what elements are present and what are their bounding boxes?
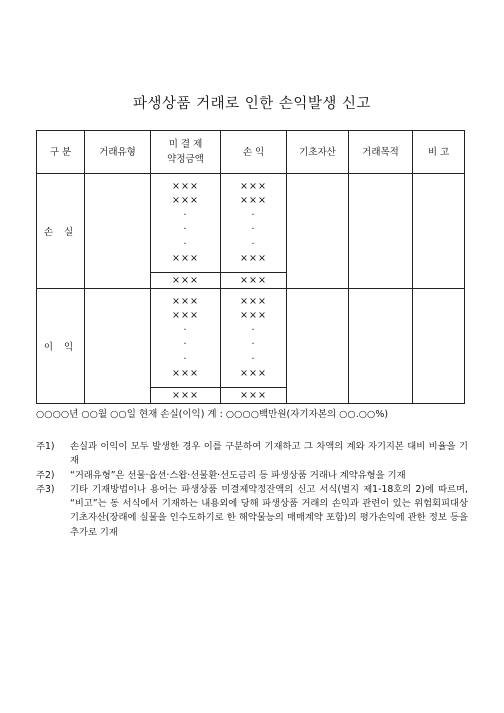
remarks-cell xyxy=(413,289,465,404)
value-mark: · xyxy=(183,324,188,336)
note-number: 주1) xyxy=(36,441,55,452)
notes-section xyxy=(36,440,468,540)
report-table xyxy=(36,130,465,404)
underlying-asset-cell xyxy=(287,174,349,289)
note-number: 주3) xyxy=(36,483,55,495)
value-stack xyxy=(151,180,220,267)
value-mark: · xyxy=(251,324,256,336)
value-mark: ××× xyxy=(240,180,267,192)
trade-purpose-cell xyxy=(349,289,413,404)
value-mark: ××× xyxy=(240,195,267,206)
value-mark: · xyxy=(251,339,256,350)
value-stack xyxy=(221,295,286,382)
value-stack xyxy=(151,295,220,382)
header-category: 구 분 xyxy=(37,131,85,174)
note-text: 손실과 이익이 모두 발생한 경우 이를 구분하여 기재하고 그 차액의 계와 자기지본 대비 비율을 기재 xyxy=(70,441,468,467)
note-text: “거래유형”은 선물·옵션·스왑·선물환·선도금리 등 파생상품 거래나 계약유형을 기재 xyxy=(70,469,406,481)
value-mark: · xyxy=(251,238,256,250)
value-mark: ××× xyxy=(240,310,267,321)
header-remarks: 비 고 xyxy=(413,131,465,174)
profit-loss-total: ××× xyxy=(221,273,287,289)
trade-purpose-cell xyxy=(349,174,413,289)
value-mark: · xyxy=(251,209,256,221)
note-item xyxy=(36,440,468,469)
header-underlying-asset: 기초자산 xyxy=(287,131,349,174)
header-open-contract: 미 결 제 약정금액 xyxy=(151,131,221,174)
note-item xyxy=(36,483,468,540)
summary-line: ○○○○년 ○○월 ○○일 현재 손실(이익) 계 : ○○○○백만원(자기자본의 ○○.○○%) xyxy=(36,409,389,420)
row-label-loss: 손 실 xyxy=(37,174,85,289)
value-stack xyxy=(221,180,286,267)
profit-loss-cell xyxy=(221,289,287,388)
profit-loss-cell xyxy=(221,174,287,273)
value-mark: · xyxy=(251,224,256,235)
value-mark: ××× xyxy=(172,310,199,321)
value-mark: · xyxy=(251,353,256,365)
value-mark: ××× xyxy=(172,195,199,206)
open-contract-cell xyxy=(151,289,221,388)
value-mark: ××× xyxy=(240,253,267,264)
table-row xyxy=(37,289,465,388)
note-text: 기타 기재방법이나 용어는 파생상품 미결제약정잔액의 신고 서식(별지 제1-18호의 2)에 따르며, “비고”는 동 서식에서 기재하는 내용외에 당해 파생상품 거래의 손익과 관련이 있는 위험회피대상 기초자산(장래에 실물을 인수도하기로 한 해약물능의 매매계약 포함)의 평가손익에 관한 정보 등을 추가로 기재 xyxy=(70,483,468,538)
value-mark: · xyxy=(183,238,188,250)
open-contract-cell xyxy=(151,174,221,273)
row-label-profit: 이 익 xyxy=(37,289,85,404)
header-row xyxy=(37,131,465,174)
open-contract-total: ××× xyxy=(151,388,221,404)
trade-type-cell xyxy=(85,174,151,289)
value-mark: · xyxy=(183,224,188,235)
value-mark: ××× xyxy=(172,368,199,379)
value-mark: ××× xyxy=(240,295,267,307)
value-mark: ××× xyxy=(172,295,199,307)
header-profit-loss: 손 익 xyxy=(221,131,287,174)
value-mark: ××× xyxy=(172,180,199,192)
value-mark: · xyxy=(183,209,188,221)
underlying-asset-cell xyxy=(287,289,349,404)
value-mark: ××× xyxy=(172,253,199,264)
note-item xyxy=(36,469,468,483)
header-trade-purpose: 거래목적 xyxy=(349,131,413,174)
open-contract-total: ××× xyxy=(151,273,221,289)
trade-type-cell xyxy=(85,289,151,404)
note-number: 주2) xyxy=(36,469,55,481)
header-trade-type: 거래유형 xyxy=(85,131,151,174)
value-mark: ××× xyxy=(240,368,267,379)
remarks-cell xyxy=(413,174,465,289)
value-mark: · xyxy=(183,339,188,350)
value-mark: · xyxy=(183,353,188,365)
page-title: 파생상품 거래로 인한 손익발생 신고 xyxy=(132,96,372,112)
profit-loss-total: ××× xyxy=(221,388,287,404)
table-row xyxy=(37,174,465,273)
